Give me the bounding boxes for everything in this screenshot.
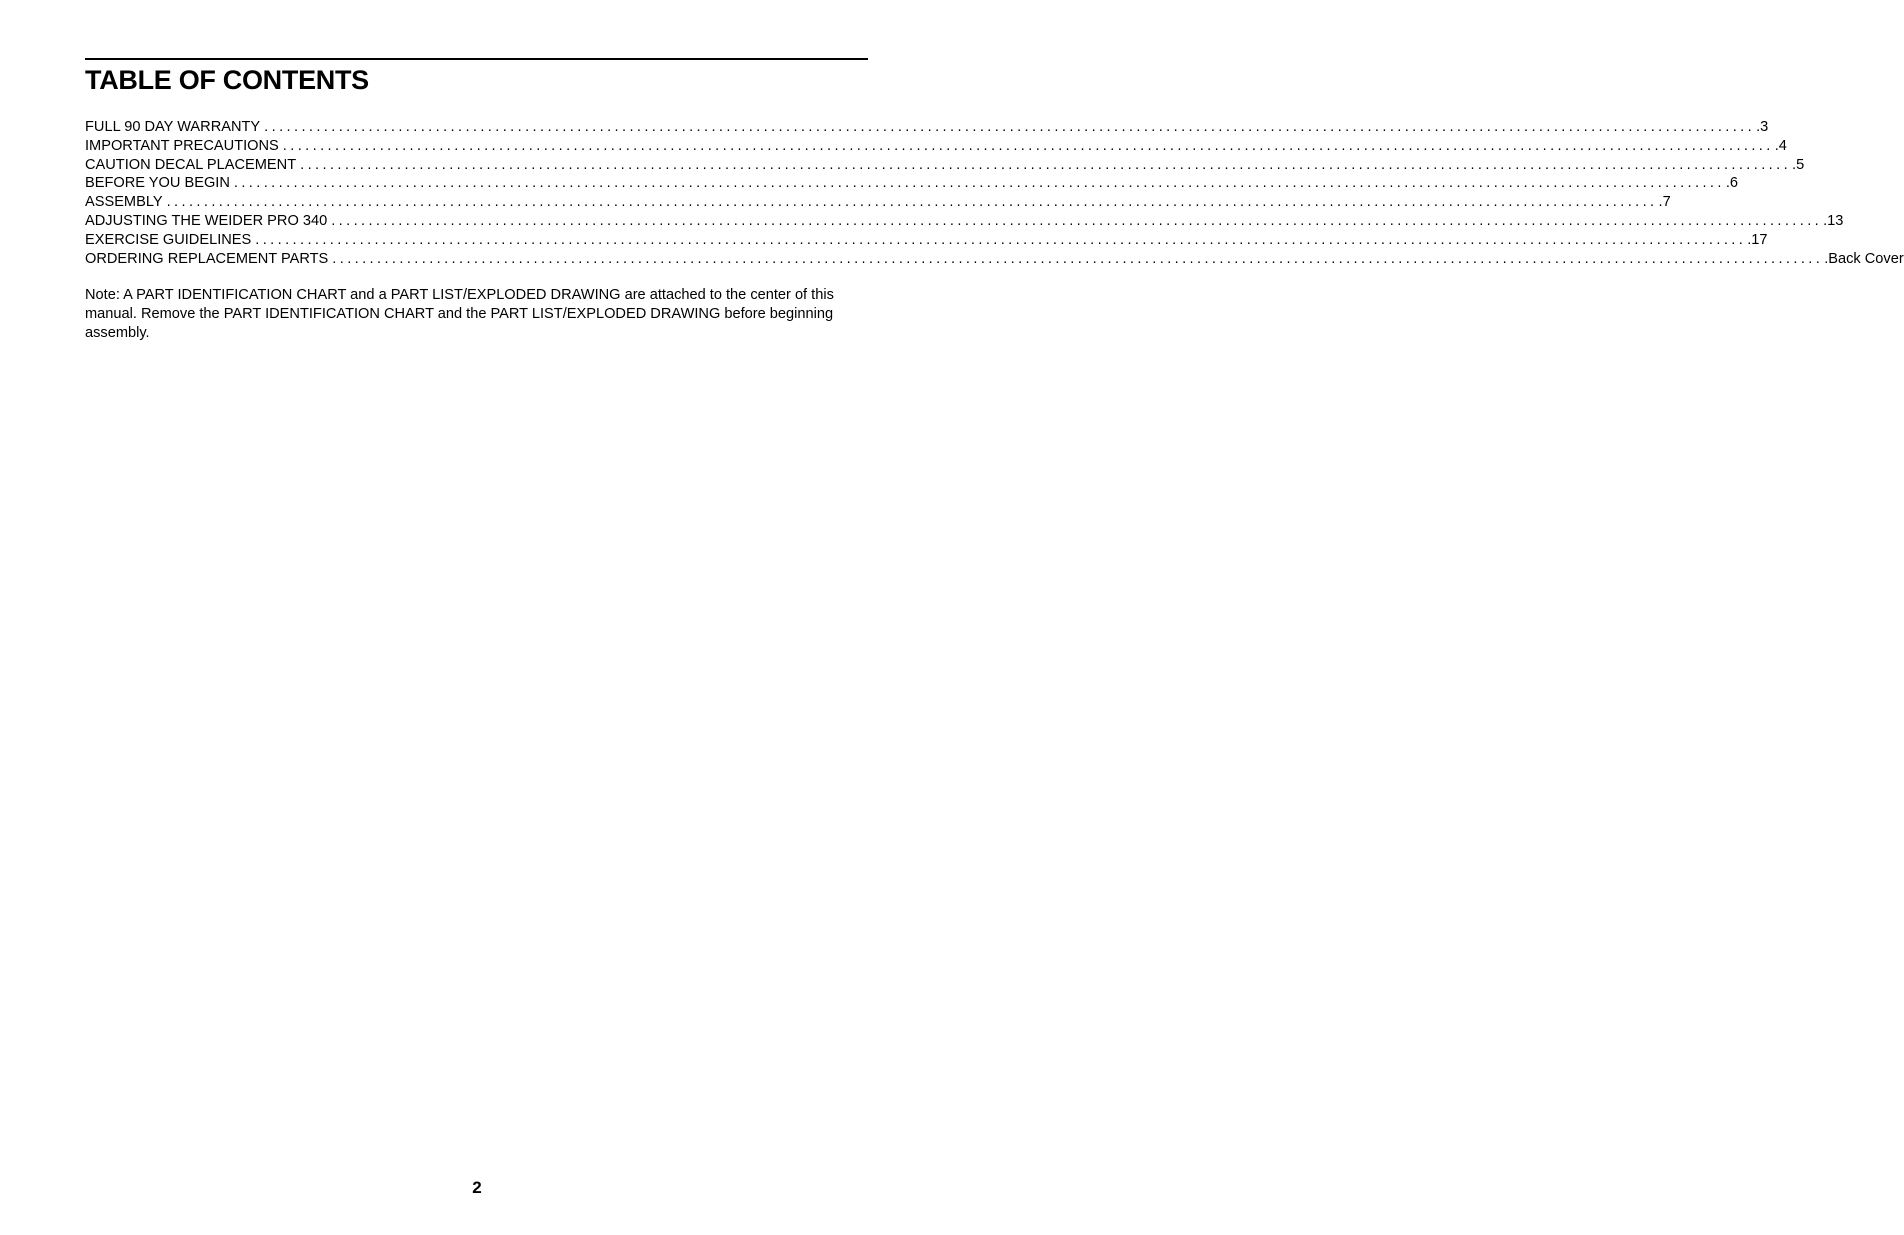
toc-entry	[85, 193, 1671, 212]
toc-entry-label: IMPORTANT PRECAUTIONS	[85, 137, 279, 154]
toc-dot-leader: ........................................................................................................................................................................................................	[282, 137, 1774, 154]
toc-entry-label: ADJUSTING THE WEIDER PRO 340	[85, 212, 328, 229]
toc-entry-page: .Back Cover	[1824, 250, 1904, 267]
top-rule	[85, 58, 868, 60]
document-page	[85, 58, 1904, 358]
toc-entry	[85, 174, 1738, 193]
toc-entry-label: EXERCISE GUIDELINES	[85, 231, 252, 248]
toc-entry-page: .3	[1756, 119, 1769, 135]
toc-entry	[85, 137, 1787, 156]
toc-entry	[85, 231, 1768, 250]
toc-entry	[85, 250, 1904, 269]
toc-dot-leader: ........................................................................................................................................................................................................	[331, 212, 1823, 229]
toc-entry-page: .5	[1792, 156, 1805, 173]
toc-entry-page: .13	[1823, 212, 1844, 229]
toc-entry-label: CAUTION DECAL PLACEMENT	[85, 156, 297, 173]
toc-entry-page: .6	[1725, 175, 1738, 192]
toc-entry-label: ASSEMBLY	[85, 194, 163, 211]
toc-entry	[85, 118, 1769, 137]
table-of-contents	[85, 118, 1904, 268]
assembly-note: Note: A PART IDENTIFICATION CHART and a PART LIST/EXPLODED DRAWING are attached to the center of this manual. Remove the PART IDENTIFICATION CHART and the PART LIST/EXPLODED DRAWING before beginning assembly.	[85, 287, 834, 342]
page-number: 2	[472, 1178, 482, 1197]
toc-dot-leader: ........................................................................................................................................................................................................	[255, 231, 1747, 248]
toc-dot-leader: ........................................................................................................................................................................................................	[332, 250, 1824, 267]
toc-dot-leader: ........................................................................................................................................................................................................	[166, 194, 1658, 211]
toc-entry-label: FULL 90 DAY WARRANTY	[85, 119, 261, 135]
toc-entry	[85, 156, 1805, 175]
toc-entry-label: ORDERING REPLACEMENT PARTS	[85, 250, 329, 267]
page-title: TABLE OF CONTENTS	[85, 65, 369, 95]
toc-entry-page: .4	[1774, 137, 1787, 154]
toc-dot-leader: ........................................................................................................................................................................................................	[300, 156, 1792, 173]
toc-entry	[85, 212, 1844, 231]
toc-entry-page: .17	[1747, 231, 1768, 248]
toc-dot-leader: ........................................................................................................................................................................................................	[233, 175, 1725, 192]
toc-dot-leader: ........................................................................................................................................................................................................	[264, 119, 1756, 135]
toc-entry-page: .7	[1658, 194, 1671, 211]
toc-entry-label: BEFORE YOU BEGIN	[85, 175, 230, 192]
